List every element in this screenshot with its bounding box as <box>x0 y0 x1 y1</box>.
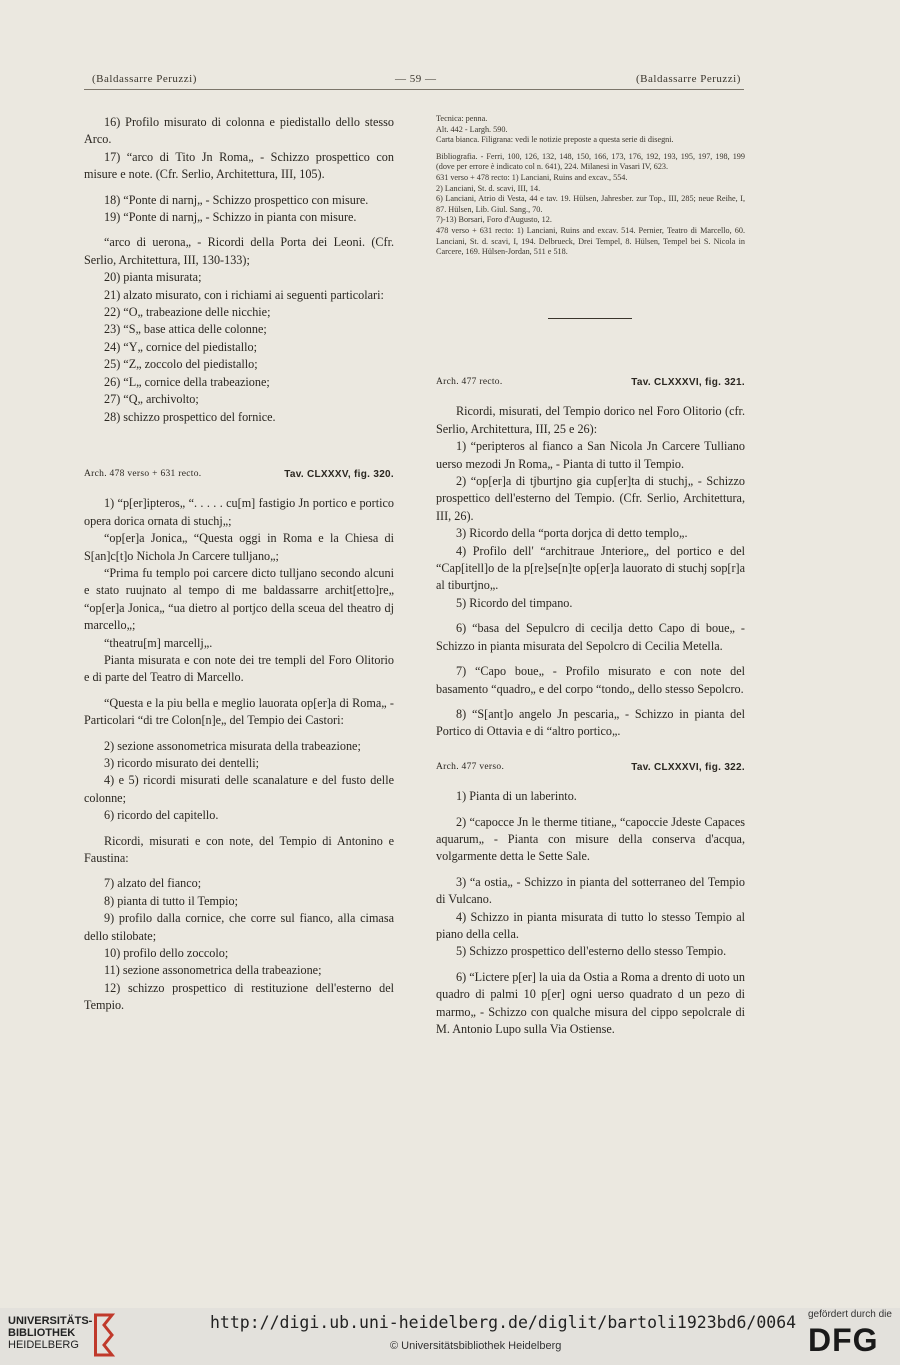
paragraph: 21) alzato misurato, con i richiami ai seguenti particolari: <box>104 287 384 302</box>
caption-archive: Arch. 477 verso. <box>436 761 505 772</box>
paragraph: 1) “peripteros al fianco a San Nicola Jn Carcere Tulliano uerso mezodi Jn Roma„ - Pianta di tutto il Tempio. <box>436 439 745 471</box>
paragraph: 4) Schizzo in pianta misurata di tutto lo stesso Tempio al piano della cella. <box>436 909 745 941</box>
paragraph: Ricordi, misurati e con note, del Tempio di Antonino e Faustina: <box>84 833 394 866</box>
page-number: — 59 — <box>395 73 437 85</box>
paragraph: 1) “p[er]ipteros„ “. . . . . cu[m] fastigio Jn portico e portico opera dorica ornata di stuchj„; <box>84 496 394 528</box>
paragraph: 18) “Ponte di narnj„ - Schizzo prospettico con misure. <box>104 192 369 207</box>
paragraph: 3) “a ostia„ - Schizzo in pianta del sotterraneo del Tempio di Vulcano. <box>436 874 745 907</box>
paragraph: 16) Profilo misurato di colonna e piedistallo dello stesso Arco. <box>84 115 394 147</box>
caption-archive: Arch. 477 recto. <box>436 377 503 387</box>
section-rule <box>548 318 632 319</box>
plate-caption <box>84 466 394 483</box>
paragraph: 25) “Z„ zoccolo del piedistallo; <box>104 357 258 372</box>
dfg-logo: DFG <box>808 1322 879 1358</box>
paragraph: 9) profilo dalla cornice, che corre sul fianco, alla cimasa dello stilobate; <box>84 911 394 943</box>
note-line: 6) Lanciani, Atrio di Vesta, 44 e tav. 19. Hülsen, Jahresber. zur Top., III, 285; neue Reihe, I, 87. Hülsen, Lib. Giul. Sang., 70. <box>436 194 745 214</box>
paragraph: Pianta misurata e con note dei tre templi del Foro Olitorio e di parte del Teatro di Marcello. <box>84 652 394 685</box>
paragraph: 8) “S[ant]o angelo Jn pescaria„ - Schizzo in pianta del Portico di Ottavia e di “altro portico„. <box>436 706 745 739</box>
paragraph: 6) “Lictere p[er] la uia da Ostia a Roma a drento di uoto un quadro di palmi 10 p[er] ogni uerso quadrato d un pezo di marmo„ - Schizzo con qualche misura del cippo sepolcrale di M. Antonio Lupo sulla Via Ostiense. <box>436 969 745 1036</box>
header-rule <box>84 89 744 90</box>
library-logo-icon <box>92 1311 118 1359</box>
paragraph: 7) “Capo boue„ - Profilo misurato e con note del basamento “quadro„ e del corpo “tondo„ dello stesso Sepolcro. <box>436 664 745 696</box>
paragraph: 4) Profilo dell' “architraue Jnteriore„ del portico e del “Cap[itell]o de la p[re]se[n]te op[er]a lauorato di stuchj sop[r]a al tiburtjno„. <box>436 543 745 593</box>
paragraph: 1) Pianta di un laberinto. <box>456 789 577 804</box>
left-column <box>84 114 394 1015</box>
paragraph: 27) “Q„ archivolto; <box>104 392 199 407</box>
library-name <box>8 1315 92 1351</box>
note-line: Alt. 442 - Largh. 590. <box>436 124 508 134</box>
bibliography-notes <box>436 114 745 258</box>
paragraph: 26) “L„ cornice della trabeazione; <box>104 374 270 389</box>
paragraph: 2) sezione assonometrica misurata della trabeazione; <box>104 738 361 753</box>
paragraph: 11) sezione assonometrica della trabeazione; <box>104 963 322 978</box>
library-line: BIBLIOTHEK <box>8 1327 76 1339</box>
paragraph: 2) “capocce Jn le therme titiane„ “capoccie Jdeste Capaces aquarum„ - Pianta con misure della conserva d'acqua, volgarmente detta le Sette Sale. <box>436 814 745 864</box>
caption-plate: Tav. CLXXXVI, fig. 321. <box>631 377 745 388</box>
paragraph: 12) schizzo prospettico di restituzione dell'esterno del Tempio. <box>84 980 394 1013</box>
running-header-left: (Baldassarre Peruzzi) <box>92 73 197 85</box>
caption-plate: Tav. CLXXXVI, fig. 322. <box>631 761 745 773</box>
paragraph: 4) e 5) ricordi misurati delle scanalature e del fusto delle colonne; <box>84 773 394 805</box>
paragraph: 19) “Ponte di narnj„ - Schizzo in pianta con misure. <box>104 210 357 225</box>
caption-archive: Arch. 478 verso + 631 recto. <box>84 468 202 479</box>
note-line: 2) Lanciani, St. d. scavi, III, 14. <box>436 183 541 193</box>
paragraph: “Questa e la piu bella e meglio lauorata op[er]a di Roma„ - Particolari “di tre Colon[n]e„ del Tempio dei Castori: <box>84 695 394 728</box>
paragraph: 3) ricordo misurato dei dentelli; <box>104 756 260 770</box>
paragraph: 7) alzato del fianco; <box>104 876 202 891</box>
paragraph: 5) Ricordo del timpano. <box>456 595 573 610</box>
library-line: UNIVERSITÄTS- <box>8 1315 93 1327</box>
note-line: Tecnica: penna. <box>436 114 488 123</box>
paragraph: 22) “O„ trabeazione delle nicchie; <box>104 305 271 320</box>
paragraph: “op[er]a Jonica„ “Questa oggi in Roma e la Chiesa di S[an]c[t]o Nichola Jn Carcere tulljano„; <box>84 531 394 563</box>
copyright-notice: © Universitätsbibliothek Heidelberg <box>390 1340 562 1352</box>
caption-plate: Tav. CLXXXV, fig. 320. <box>284 468 394 480</box>
paragraph: 6) ricordo del capitello. <box>104 808 219 823</box>
paragraph: 3) Ricordo della “porta dorjca di detto templo„. <box>456 526 688 541</box>
right-column <box>436 374 745 1038</box>
plate-caption <box>436 759 745 776</box>
note-line: 478 verso + 631 recto: 1) Lanciani, Ruins and excav. 514. Pernier, Teatro di Marcello, 60. Lanciani, St. d. scavi, I, 194. Delbrueck, Drei Tempel, 8. Hülsen, Tempel bei S. Nicola in Carcere, 169. Hülsen-Jordan, 511 e 518. <box>436 225 745 257</box>
paragraph: Ricordi, misurati, del Tempio dorico nel Foro Olitorio (cfr. Serlio, Architettura, III, 25 e 26): <box>436 404 745 436</box>
paragraph: “theatru[m] marcellj„. <box>104 635 213 650</box>
library-line: HEIDELBERG <box>8 1339 79 1351</box>
note-line: 631 verso + 478 recto: 1) Lanciani, Ruins and excav., 554. <box>436 172 628 182</box>
note-line: Carta bianca. Filigrana: vedi le notizie preposte a questa serie di disegni. <box>436 135 674 145</box>
paragraph: 8) pianta di tutto il Tempio; <box>104 893 238 908</box>
note-line: 7)-13) Borsari, Foro d'Augusto, 12. <box>436 215 552 225</box>
running-header-right: (Baldassarre Peruzzi) <box>636 73 741 85</box>
permalink-url[interactable]: http://digi.ub.uni-heidelberg.de/diglit/bartoli1923bd6/0064 <box>210 1313 797 1332</box>
paragraph: 5) Schizzo prospettico dell'esterno dello stesso Tempio. <box>456 944 727 959</box>
note-line: Bibliografia. - Ferri, 100, 126, 132, 148, 150, 166, 173, 176, 192, 193, 195, 197, 198, 199 (dove per errore è indicato col n. 641), 224. Milanesi in Vasari IV, 623. <box>436 151 745 172</box>
funding-label: gefördert durch die <box>808 1309 892 1320</box>
paragraph: 23) “S„ base attica delle colonne; <box>104 322 267 337</box>
paragraph: 20) pianta misurata; <box>104 270 202 285</box>
paragraph: 6) “basa del Sepulcro di cecilja detto Capo di boue„ - Schizzo in pianta misurata del Sepolcro di Cecilia Metella. <box>436 621 745 653</box>
paragraph: “arco di uerona„ - Ricordi della Porta dei Leoni. (Cfr. Serlio, Architettura, III, 130-133); <box>84 235 394 267</box>
paragraph: 2) “op[er]a di tjburtjno gia cup[er]ta di stuchj„ - Schizzo prospettico dell'esterno del Tempio. (Cfr. Serlio, Architettura, III, 26). <box>436 474 745 523</box>
paragraph: 10) profilo dello zoccolo; <box>104 946 229 961</box>
paragraph: 17) “arco di Tito Jn Roma„ - Schizzo prospettico con misure e note. (Cfr. Serlio, Architettura, III, 105). <box>84 149 394 182</box>
plate-caption <box>436 374 745 391</box>
paragraph: “Prima fu templo poi carcere dicto tulljano secondo alcuni e stato ruujnato al tempo di me baldassarre archit[etto]re„ “op[er]a Jonica„ “ua dietro al portjco della sceua del theatro dj marcello„; <box>84 565 394 633</box>
paragraph: 28) schizzo prospettico del fornice. <box>104 409 276 424</box>
paragraph: 24) “Y„ cornice del piedistallo; <box>104 339 257 354</box>
